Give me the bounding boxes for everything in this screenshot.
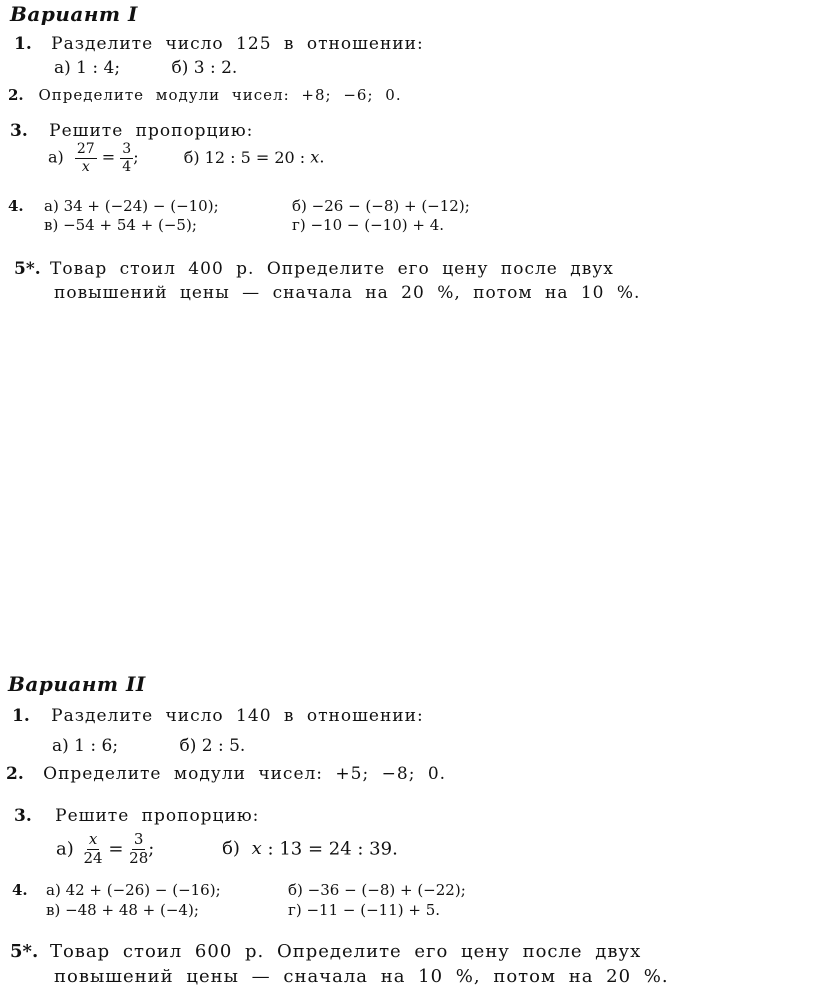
v2-fraction-1: [84, 832, 103, 867]
v1-problem-5-line-1: Товар стоил 400 р. Определите его цену после двух: [50, 259, 614, 279]
variant-1-title: Вариант I: [10, 2, 138, 26]
v1-problem-2-text: Определите модули чисел: +8; −6; 0.: [38, 86, 402, 104]
v2-problem-2: [6, 764, 446, 784]
v1-problem-1-text: Разделите число 125 в отношении:: [51, 34, 424, 54]
v2-problem-5-line-2: повышений цены — сначала на 10 %, потом на 20 %.: [54, 966, 669, 987]
v2-problem-1-text: Разделите число 140 в отношении:: [51, 706, 424, 726]
v1-problem-1-b: б) 3 : 2.: [171, 58, 238, 78]
v1-problem-3: [10, 121, 253, 141]
v1-problem-5-line-2: повышений цены — сначала на 20 %, потом на 10 %.: [54, 283, 641, 303]
v2-problem-5-line-1: Товар стоил 600 р. Определите его цену после двух: [49, 941, 642, 962]
v2-problem-3-b-label: б): [222, 838, 240, 860]
v2-problem-3: [14, 806, 259, 826]
v2-problem-5-number: 5*.: [10, 941, 39, 962]
v2-problem-1-number: 1.: [12, 706, 30, 726]
v1-problem-1-a: а) 1 : 4;: [54, 58, 121, 78]
v2-fraction-2-numerator: 3: [133, 830, 144, 848]
v2-problem-4-v: в) −48 + 48 + (−4);: [46, 901, 199, 919]
v1-problem-5: [14, 259, 614, 279]
v2-problem-1: [12, 706, 424, 726]
v1-problem-3-b-label: б) 12 : 5 = 20 :: [183, 147, 306, 167]
v1-problem-4-v: в) −54 + 54 + (−5);: [44, 216, 197, 234]
v2-problem-4-b: б) −36 − (−8) + (−22);: [288, 881, 466, 899]
v1-problem-4-num-text: 4.: [8, 197, 24, 215]
v1-problem-4-b: б) −26 − (−8) + (−12);: [292, 197, 470, 215]
v2-fraction-2: [129, 832, 148, 867]
v2-problem-3-text: Решите пропорцию:: [55, 806, 260, 826]
v1-equals-sign: =: [101, 147, 116, 167]
v1-problem-5-number: 5*.: [14, 259, 41, 279]
v2-problem-3-number: 3.: [14, 806, 32, 826]
v2-problem-4-a: а) 42 + (−26) − (−16);: [46, 881, 221, 899]
v1-problem-1-options: [54, 58, 237, 78]
v1-problem-2-number: 2.: [8, 86, 24, 104]
v2-problem-1-options: [52, 736, 245, 756]
v2-problem-1-b: б) 2 : 5.: [179, 736, 246, 756]
v1-problem-3-number: 3.: [10, 121, 28, 141]
v1-fraction-2: [120, 142, 133, 174]
variant-2-title: Вариант II: [8, 672, 146, 696]
v2-problem-2-text: Определите модули чисел: +5; −8; 0.: [43, 764, 447, 784]
v2-problem-3-a-end: ;: [148, 838, 155, 860]
v2-problem-2-number: 2.: [6, 764, 24, 784]
v1-fraction-1: [75, 142, 97, 174]
v2-problem-3-b-var: x: [251, 838, 262, 860]
v2-fraction-1-numerator: x: [88, 830, 98, 848]
v1-problem-3-b-end: .: [319, 147, 325, 167]
v1-problem-4-g: г) −10 − (−10) + 4.: [292, 216, 445, 234]
v2-problem-4-num-text: 4.: [12, 881, 28, 899]
v1-problem-3-a-end: ;: [133, 147, 139, 167]
v1-problem-4-number: [8, 197, 24, 215]
v1-problem-3-a-label: а): [48, 147, 64, 167]
v1-problem-1-number: 1.: [14, 34, 32, 54]
v1-problem-3-text: Решите пропорцию:: [49, 121, 254, 141]
v2-problem-4-number: [12, 881, 28, 899]
v1-problem-4-a: а) 34 + (−24) − (−10);: [44, 197, 219, 215]
v1-fraction-2-numerator: 3: [122, 141, 132, 157]
v2-problem-5: [10, 941, 641, 962]
v2-problem-1-a: а) 1 : 6;: [52, 736, 119, 756]
v2-equals-sign: =: [108, 838, 124, 860]
v2-problem-3-options: [56, 832, 398, 867]
v2-problem-3-b-rest: : 13 = 24 : 39.: [267, 838, 398, 860]
v2-fraction-1-denominator: 24: [83, 848, 103, 867]
v1-fraction-1-numerator: 27: [76, 141, 95, 157]
v1-problem-3-b-var: x: [310, 147, 320, 167]
v2-fraction-2-denominator: 28: [129, 848, 149, 867]
v2-problem-4-g: г) −11 − (−11) + 5.: [288, 901, 441, 919]
v1-problem-3-options: [48, 142, 324, 174]
v2-problem-3-a-label: а): [56, 838, 74, 860]
v1-fraction-1-denominator: x: [81, 158, 90, 175]
v1-fraction-2-denominator: 4: [122, 158, 132, 175]
v1-problem-2: [8, 86, 402, 104]
v1-problem-1: [14, 34, 424, 54]
